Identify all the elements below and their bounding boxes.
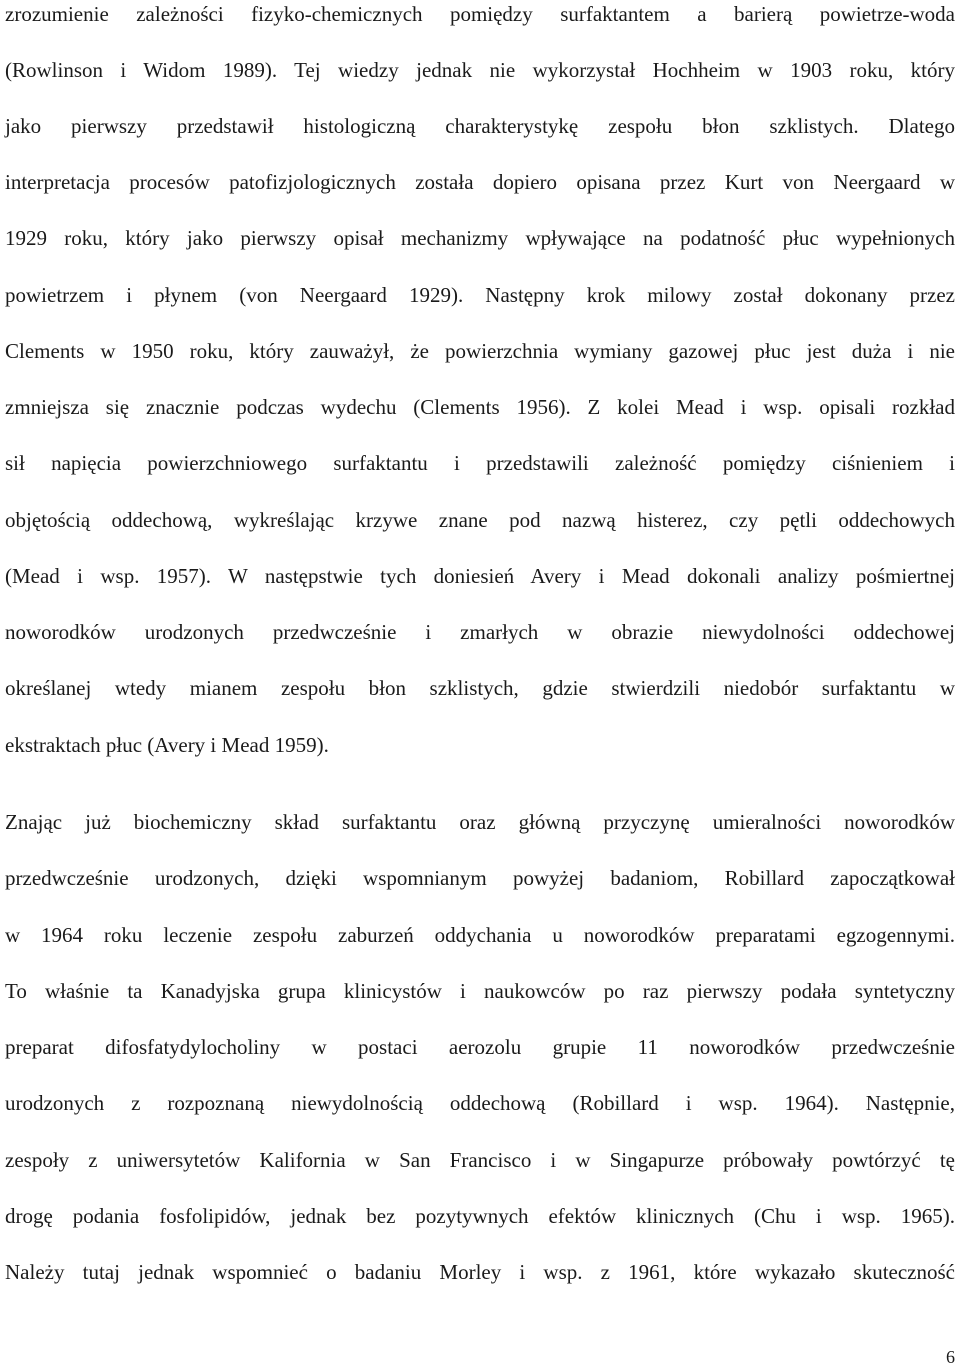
text-line: 1929 roku, który jako pierwszy opisał mechanizmy wpływające na podatność płuc wypełnionych bbox=[5, 226, 955, 250]
text-line: zespoły z uniwersytetów Kalifornia w San Francisco i w Singapurze próbowały powtórzyć tę bbox=[5, 1148, 955, 1172]
text-line: w 1964 roku leczenie zespołu zaburzeń oddychania u noworodków preparatami egzogennymi. bbox=[5, 923, 955, 947]
text-line: drogę podania fosfolipidów, jednak bez pozytywnych efektów klinicznych (Chu i wsp. 1965). bbox=[5, 1204, 955, 1228]
text-line: określanej wtedy mianem zespołu błon szklistych, gdzie stwierdzili niedobór surfaktantu w bbox=[5, 676, 955, 700]
text-line: interpretacja procesów patofizjologicznych została dopiero opisana przez Kurt von Neergaard w bbox=[5, 170, 955, 194]
text-line: urodzonych z rozpoznaną niewydolnością oddechową (Robillard i wsp. 1964). Następnie, bbox=[5, 1091, 955, 1115]
text-line: zrozumienie zależności fizyko-chemicznych pomiędzy surfaktantem a barierą powietrze-woda bbox=[5, 2, 955, 26]
text-line: przedwcześnie urodzonych, dzięki wspomnianym powyżej badaniom, Robillard zapoczątkował bbox=[5, 866, 955, 890]
text-line: Clements w 1950 roku, który zauważył, że powierzchnia wymiany gazowej płuc jest duża i nie bbox=[5, 339, 955, 363]
text-line: powietrzem i płynem (von Neergaard 1929). Następny krok milowy został dokonany przez bbox=[5, 283, 955, 307]
text-line: ekstraktach płuc (Avery i Mead 1959). bbox=[5, 733, 329, 757]
text-line: Znając już biochemiczny skład surfaktantu oraz główną przyczynę umieralności noworodków bbox=[5, 810, 955, 834]
page-number: 6 bbox=[946, 1347, 955, 1367]
text-line: (Rowlinson i Widom 1989). Tej wiedzy jednak nie wykorzystał Hochheim w 1903 roku, który bbox=[5, 58, 955, 82]
text-line: Należy tutaj jednak wspomnieć o badaniu Morley i wsp. z 1961, które wykazało skuteczność bbox=[5, 1260, 955, 1284]
text-line: preparat difosfatydylocholiny w postaci aerozolu grupie 11 noworodków przedwcześnie bbox=[5, 1035, 955, 1059]
text-line: sił napięcia powierzchniowego surfaktantu i przedstawili zależność pomiędzy ciśnieniem i bbox=[5, 451, 955, 475]
text-line: (Mead i wsp. 1957). W następstwie tych doniesień Avery i Mead dokonali analizy pośmiertnej bbox=[5, 564, 955, 588]
text-line: zmniejsza się znacznie podczas wydechu (Clements 1956). Z kolei Mead i wsp. opisali rozkład bbox=[5, 395, 955, 419]
text-line: To właśnie ta Kanadyjska grupa klinicystów i naukowców po raz pierwszy podała syntetyczny bbox=[5, 979, 955, 1003]
text-line: noworodków urodzonych przedwcześnie i zmarłych w obrazie niewydolności oddechowej bbox=[5, 620, 955, 644]
text-line: jako pierwszy przedstawił histologiczną charakterystykę zespołu błon szklistych. Dlatego bbox=[5, 114, 955, 138]
text-line: objętością oddechową, wykreślając krzywe znane pod nazwą histerez, czy pętli oddechowych bbox=[5, 508, 955, 532]
